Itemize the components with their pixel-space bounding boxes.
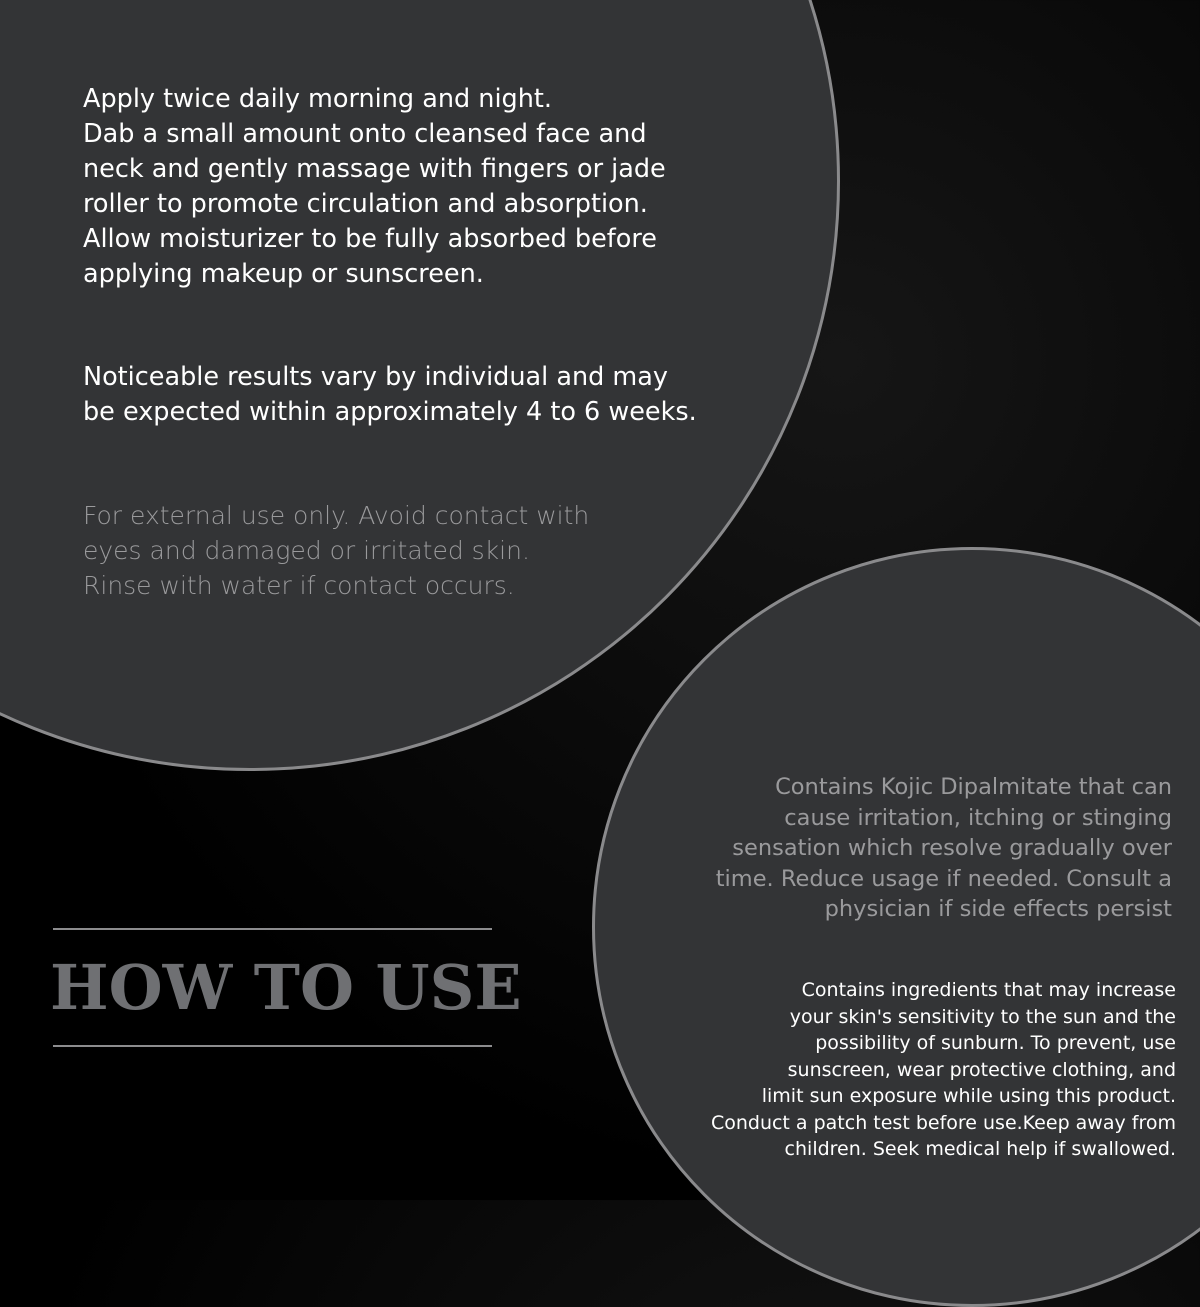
kojic-warning-line: Contains Kojic Dipalmitate that can	[775, 774, 1172, 800]
kojic-warning-line: physician if side effects persist	[824, 896, 1172, 922]
kojic-warning	[672, 772, 1172, 925]
heading-bottom-divider	[53, 1045, 492, 1047]
kojic-warning-line: time. Reduce usage if needed. Consult a	[715, 865, 1172, 892]
instructions-line: applying makeup or sunscreen.	[83, 259, 484, 289]
external-warning-line: Rinse with water if contact occurs.	[83, 571, 515, 600]
instructions-line: neck and gently massage with fingers or jade	[83, 154, 666, 184]
sun-sensitivity-warning	[656, 977, 1176, 1163]
sun-warning-line: possibility of sunburn. To prevent, use	[815, 1032, 1176, 1054]
sun-warning-line: children. Seek medical help if swallowed.	[784, 1138, 1176, 1160]
instructions-line: roller to promote circulation and absorption.	[83, 189, 648, 219]
instructions-line: Allow moisturizer to be fully absorbed before	[83, 224, 657, 254]
instructions-line: Apply twice daily morning and night.	[83, 84, 552, 114]
sun-warning-line: Contains ingredients that may increase	[801, 979, 1176, 1001]
heading-top-divider	[53, 928, 492, 930]
results-line: be expected within approximately 4 to 6 weeks.	[83, 397, 697, 427]
sun-warning-line: limit sun exposure while using this product.	[761, 1085, 1176, 1107]
bottom-circle-panel	[592, 547, 1200, 1307]
sun-warning-line: your skin's sensitivity to the sun and the	[789, 1005, 1176, 1028]
results-note	[83, 360, 723, 430]
sun-warning-line: sunscreen, wear protective clothing, and	[787, 1058, 1176, 1081]
instructions-line: Dab a small amount onto cleansed face and	[83, 119, 647, 149]
usage-instructions	[83, 82, 723, 292]
external-warning-line: eyes and damaged or irritated skin.	[83, 536, 530, 565]
results-line: Noticeable results vary by individual and may	[83, 362, 668, 392]
external-warning-line: For external use only. Avoid contact with	[83, 501, 590, 530]
sun-warning-line: Conduct a patch test before use.Keep away from	[710, 1111, 1176, 1134]
external-use-warning	[83, 498, 683, 603]
kojic-warning-line: sensation which resolve gradually over	[732, 835, 1172, 861]
how-to-use-heading: HOW TO USE	[50, 951, 522, 1024]
kojic-warning-line: cause irritation, itching or stinging	[784, 804, 1172, 831]
